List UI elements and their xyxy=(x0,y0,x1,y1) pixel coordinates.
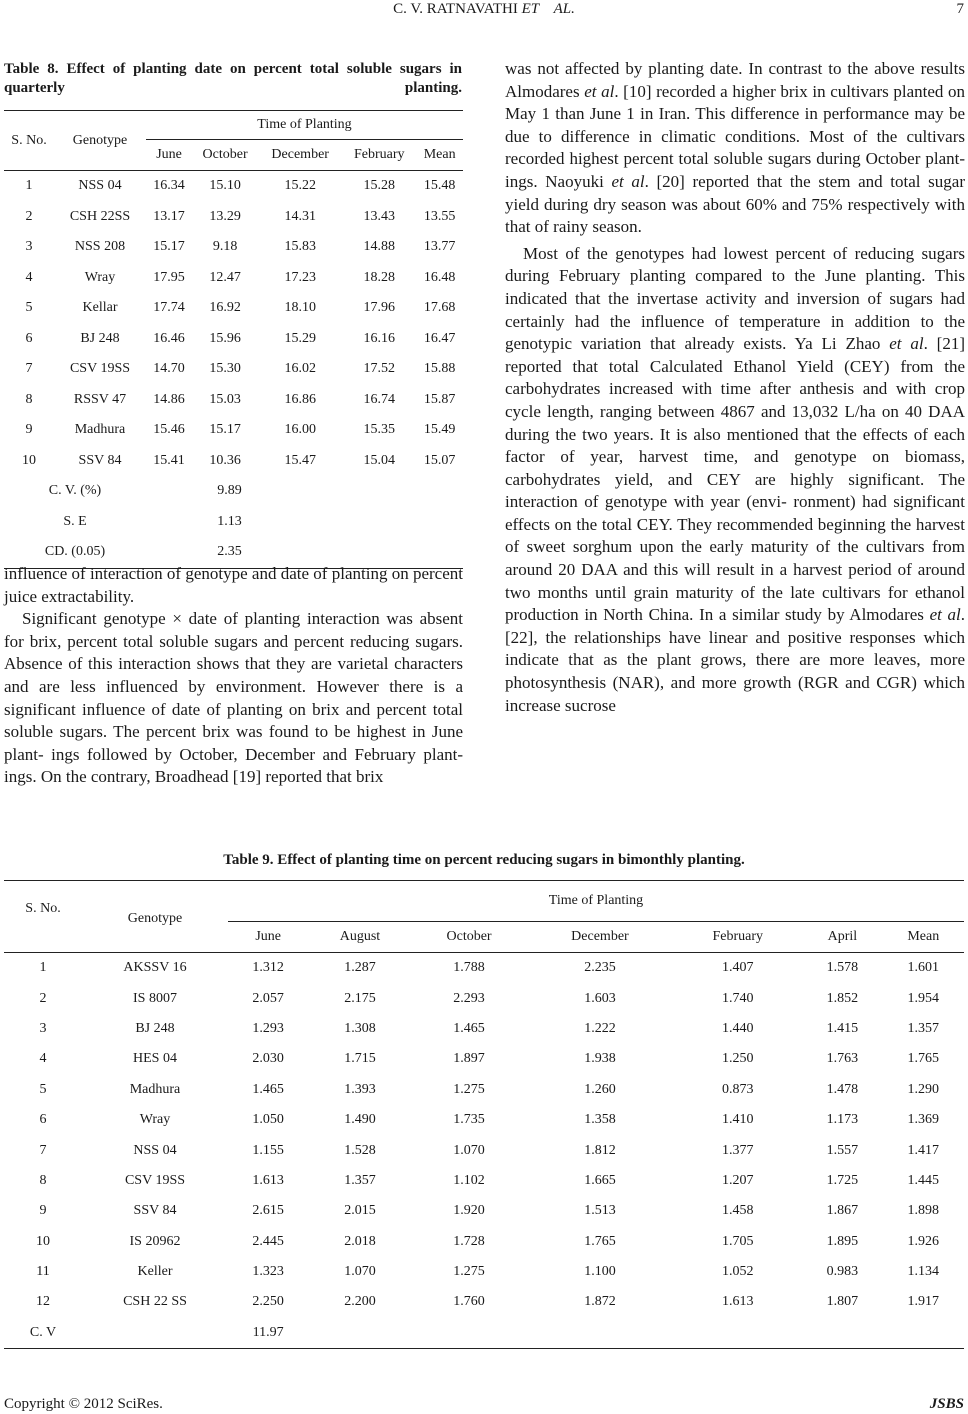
table-cell: 1 xyxy=(39,960,47,976)
table-cell: 1.155 xyxy=(252,1142,284,1158)
table-cell: Wray xyxy=(84,269,116,285)
table-cell: 1.100 xyxy=(584,1264,616,1280)
text-run: . [20] reported that the stem and total sugar yield during dry season was about 60% and 75% respectively with that of rainy season. xyxy=(505,171,965,237)
table-cell: 15.28 xyxy=(363,178,396,194)
table-cell: 1.445 xyxy=(907,1172,940,1188)
table-cell: 1.287 xyxy=(344,960,376,976)
stats-empty xyxy=(673,1318,802,1349)
table-cell: 15.04 xyxy=(363,452,396,468)
stats-empty xyxy=(883,1318,964,1349)
table-cell: 12 xyxy=(36,1294,50,1310)
table9-caption: Table 9. Effect of planting time on percent reducing sugars in bimonthly planting. xyxy=(223,852,745,868)
table-cell: 1.490 xyxy=(344,1112,376,1128)
table-cell: 16.86 xyxy=(284,391,316,407)
table-cell: 1.728 xyxy=(453,1233,485,1249)
table-cell: 17.23 xyxy=(284,269,316,285)
table-cell: 1.070 xyxy=(453,1142,485,1158)
table-row xyxy=(4,263,463,294)
table-cell: 0.873 xyxy=(722,1081,754,1097)
table-row xyxy=(4,953,964,984)
table-cell: 15.41 xyxy=(153,452,185,468)
table-cell: 1.222 xyxy=(584,1020,616,1036)
table-cell: 15.07 xyxy=(423,452,456,468)
table8-month-header: June xyxy=(156,147,182,162)
table-row xyxy=(4,293,463,324)
table-cell: 4 xyxy=(25,269,33,285)
table-cell: 16.02 xyxy=(284,361,316,377)
stats-empty xyxy=(802,1318,882,1349)
stats-empty xyxy=(308,1318,411,1349)
table-cell: 15.96 xyxy=(209,330,241,346)
right-paragraph-1 xyxy=(505,58,965,239)
page-number: 7 xyxy=(956,1,964,17)
table-cell: CSV 19SS xyxy=(69,361,131,377)
table-row xyxy=(4,1287,964,1317)
stats-empty xyxy=(82,1318,228,1349)
table-cell: 1.895 xyxy=(826,1233,859,1249)
table-cell: 1.293 xyxy=(252,1020,284,1036)
table-cell: 10 xyxy=(22,452,36,468)
table-cell: 16.92 xyxy=(209,300,241,316)
table-cell: 1.897 xyxy=(453,1051,485,1067)
table-cell: 0.983 xyxy=(826,1264,859,1280)
table-cell: 1.954 xyxy=(907,990,940,1006)
left-column-text xyxy=(4,563,463,789)
table-row xyxy=(4,202,463,233)
table9-col-genotype: Genotype xyxy=(82,881,228,953)
table-cell: 1.323 xyxy=(252,1264,284,1280)
table-cell: BJ 248 xyxy=(80,330,120,346)
table-cell: 1.173 xyxy=(826,1112,859,1128)
table-cell: 15.17 xyxy=(153,239,185,255)
stats-empty xyxy=(527,1318,674,1349)
table-cell: 14.31 xyxy=(284,208,316,224)
table-cell: 1.763 xyxy=(826,1051,859,1067)
table-row xyxy=(4,1075,964,1105)
table-cell: 2.615 xyxy=(252,1203,284,1219)
table-cell: 1.440 xyxy=(722,1020,754,1036)
table-cell: 13.55 xyxy=(423,208,456,224)
table-cell: 1.867 xyxy=(826,1203,859,1219)
table-cell: 1.926 xyxy=(907,1233,940,1249)
table-cell: 1.665 xyxy=(584,1172,616,1188)
table-cell: 1.528 xyxy=(344,1142,376,1158)
table-cell: 16.46 xyxy=(153,330,185,346)
table-cell: 2.030 xyxy=(252,1051,284,1067)
table-cell: 16.48 xyxy=(423,269,456,285)
table-cell: 2.293 xyxy=(453,990,485,1006)
table-cell: 15.87 xyxy=(423,391,456,407)
table-cell: 2.175 xyxy=(344,990,376,1006)
table-cell: 8 xyxy=(39,1172,47,1188)
table-cell: 1.760 xyxy=(453,1294,485,1310)
table-cell: 12.47 xyxy=(209,269,241,285)
left-paragraph-2: Significant genotype × date of planting interaction was absent for brix, percent total soluble sugars and percent reducing sugars. Absence of this interaction shows that they are varietal characters and are less influenced by environment. However there is a significant influence of date of planting on brix and percent total soluble sugars. The percent brix was found to be highest in June plant- ings followed by October, December and February plant- ings. On the contrary, Broadhead [19] reported that brix xyxy=(4,609,463,787)
table-cell: RSSV 47 xyxy=(73,391,127,407)
text-run: . [10] recorded a higher brix in cultivars planted on May 1 than June 1 in Iran. This difference in performance may be due to difference in climatic conditions. Most of the cultivars recorded highest percent total soluble sugars during October plant- ings. Naoyuki xyxy=(505,81,965,191)
table-cell: Keller xyxy=(137,1264,173,1280)
table9-month-header: February xyxy=(712,929,764,944)
table-row xyxy=(4,983,964,1013)
table-cell: NSS 04 xyxy=(133,1142,177,1158)
table-cell: 1.417 xyxy=(907,1142,940,1158)
table-cell: 15.10 xyxy=(209,178,241,194)
table-cell: 1.377 xyxy=(722,1142,754,1158)
table-cell: 1.312 xyxy=(252,960,284,976)
table-row xyxy=(4,1257,964,1287)
table-cell: 1.705 xyxy=(722,1233,754,1249)
table-cell: 15.49 xyxy=(423,422,456,438)
table-cell: 1.415 xyxy=(826,1020,859,1036)
table-row xyxy=(4,1166,964,1196)
table-cell: SSV 84 xyxy=(78,452,122,468)
table-row xyxy=(4,1014,964,1044)
table-row xyxy=(4,324,463,355)
table-cell: 1.765 xyxy=(907,1051,940,1067)
table-row xyxy=(4,446,463,477)
table-cell: 1.052 xyxy=(722,1264,754,1280)
table-cell: 2.015 xyxy=(344,1203,376,1219)
table-cell: 1.070 xyxy=(344,1264,376,1280)
table-cell: 2.018 xyxy=(344,1233,376,1249)
table-cell: 1.557 xyxy=(826,1142,859,1158)
stats-value: 11.97 xyxy=(252,1324,284,1340)
table8-col-genotype: Genotype xyxy=(54,111,146,171)
table-cell: 17.52 xyxy=(363,361,396,377)
table-cell: IS 8007 xyxy=(133,990,177,1006)
table9-month-header: December xyxy=(571,929,629,944)
table9-col-sno: S. No. xyxy=(4,881,82,953)
table-cell: 16.34 xyxy=(153,178,185,194)
table-cell: 1.807 xyxy=(826,1294,859,1310)
table-cell: 15.83 xyxy=(284,239,316,255)
text-run: . [21] reported that total Calculated Ethanol Yield (CEY) from the carbohydrates increased with time after anthesis and with crop cycle length, ranging between 4867 and 13,032 L/ha on 40 DAA during the two years. It is also mentioned that the effects of each factor of year, harvest time, and genotype on biomass, carbohydrates yield, and CEY are highly significant. The interaction of genotype with year (envi- ronment) had significant effects on the total CEY. They recommended beginning the harvest of sweet sorghum upon the early maturity of the cultivars from around 20 DAA and this will result in a harvest period of around two months until grain maturity of the late cultivars for ethanol production in North China. In a similar study by Almodares xyxy=(505,334,965,625)
stats-row xyxy=(4,476,463,507)
table-cell: 7 xyxy=(39,1142,47,1158)
table-cell: 16.00 xyxy=(284,422,316,438)
table-cell: Madhura xyxy=(74,422,126,438)
table-cell: 13.29 xyxy=(209,208,241,224)
table-cell: 2.250 xyxy=(252,1294,284,1310)
table-cell: 1.725 xyxy=(826,1172,859,1188)
table-cell: 1.465 xyxy=(453,1020,485,1036)
table9-month-header: October xyxy=(446,929,492,944)
table9 xyxy=(4,880,964,1349)
table-cell: 7 xyxy=(25,361,33,377)
table-cell: 17.96 xyxy=(363,300,396,316)
table-cell: 17.74 xyxy=(153,300,185,316)
page-footer xyxy=(4,1396,964,1413)
table-cell: 1.275 xyxy=(453,1264,485,1280)
table-cell: 9 xyxy=(39,1203,47,1219)
table-cell: 15.30 xyxy=(209,361,241,377)
table-cell: 1.613 xyxy=(722,1294,754,1310)
table-cell: 1.715 xyxy=(344,1051,376,1067)
table-cell: 1.407 xyxy=(722,960,754,976)
table-cell: 14.88 xyxy=(363,239,396,255)
table-cell: CSH 22 SS xyxy=(123,1294,187,1310)
table-cell: 9 xyxy=(25,422,33,438)
table-cell: 15.47 xyxy=(284,452,316,468)
table-cell: 16.47 xyxy=(423,330,456,346)
table-cell: 1.603 xyxy=(584,990,616,1006)
table-cell: 15.35 xyxy=(363,422,396,438)
table-cell: 5 xyxy=(25,300,33,316)
table-cell: 15.29 xyxy=(284,330,316,346)
stats-value: 1.13 xyxy=(217,513,242,529)
table-cell: HES 04 xyxy=(133,1051,177,1067)
table-cell: 1.938 xyxy=(584,1051,616,1067)
table-cell: 2.235 xyxy=(584,960,616,976)
table-row xyxy=(4,1135,964,1165)
table-cell: 1.050 xyxy=(252,1112,284,1128)
table8-month-header: October xyxy=(202,147,248,162)
stats-label: S. E xyxy=(63,513,87,529)
stats-value: 9.89 xyxy=(217,483,242,499)
table-cell: 17.68 xyxy=(423,300,456,316)
table9-month-header: Mean xyxy=(907,929,940,944)
running-header xyxy=(0,0,968,24)
left-paragraph-1: influence of interaction of genotype and date of planting on percent juice extractability. xyxy=(4,564,463,606)
stats-row xyxy=(4,1318,964,1349)
table-cell: 15.48 xyxy=(423,178,456,194)
table8-month-header: February xyxy=(354,147,405,162)
table-cell: 1.134 xyxy=(907,1264,940,1280)
right-paragraph-2 xyxy=(505,243,965,717)
table8-month-header: December xyxy=(271,147,329,162)
table-cell: 15.46 xyxy=(153,422,185,438)
running-title xyxy=(0,1,968,18)
table-row xyxy=(4,354,463,385)
et-al-italic: et al xyxy=(584,81,615,101)
table-cell: 4 xyxy=(39,1051,47,1067)
table-cell: 15.17 xyxy=(209,422,241,438)
table-cell: 1.740 xyxy=(722,990,754,1006)
stats-label: C. V xyxy=(29,1324,57,1340)
table-cell: 1.601 xyxy=(907,960,940,976)
table-cell: 2.445 xyxy=(252,1233,284,1249)
table-cell: 13.43 xyxy=(363,208,396,224)
table-cell: NSS 208 xyxy=(74,239,126,255)
table-cell: 15.22 xyxy=(284,178,316,194)
table-row xyxy=(4,171,463,202)
table-cell: 1.613 xyxy=(252,1172,284,1188)
table-cell: 15.03 xyxy=(209,391,241,407)
table-cell: NSS 04 xyxy=(78,178,122,194)
table9-month-header: June xyxy=(255,929,281,944)
table-cell: 5 xyxy=(39,1081,47,1097)
table-row xyxy=(4,232,463,263)
et-al-italic: et al xyxy=(889,334,924,354)
journal-abbrev: JSBS xyxy=(929,1396,964,1412)
table-cell: 1.357 xyxy=(907,1020,940,1036)
table8-group-header: Time of Planting xyxy=(146,111,463,140)
table-cell: CSH 22SS xyxy=(69,208,131,224)
table-cell: SSV 84 xyxy=(133,1203,177,1219)
table-cell: 1.102 xyxy=(453,1172,485,1188)
table-cell: 1.917 xyxy=(907,1294,940,1310)
table-cell: AKSSV 16 xyxy=(123,960,187,976)
table9-group-header: Time of Planting xyxy=(228,881,964,922)
table-row xyxy=(4,1227,964,1257)
table8 xyxy=(4,110,463,569)
table-row xyxy=(4,1044,964,1074)
table-cell: 15.88 xyxy=(423,361,456,377)
text-run: Most of the genotypes had lowest percent of reducing sugars during February planting compared to the June planting. This indicated that the invertase activity and inversion of sugars had certainly had the influence of temperature in addition to the genotypic variation that already exists. Ya Li Zhao xyxy=(505,243,965,354)
stats-label: C. V. (%) xyxy=(48,483,102,499)
table-cell: 14.70 xyxy=(153,361,185,377)
table-cell: 16.74 xyxy=(363,391,396,407)
table-cell: 1.308 xyxy=(344,1020,376,1036)
table-cell: 1.250 xyxy=(722,1051,754,1067)
text-run: . [22], the relationships have linear and positive responses which indicate that as the plant grows, there are more leaves, more photosynthesis (NAR), and more growth (RGR and CGR) which increase sucrose xyxy=(505,605,965,715)
table-cell: 18.10 xyxy=(284,300,316,316)
stats-empty xyxy=(412,1318,527,1349)
table-row xyxy=(4,385,463,416)
table-cell: 2 xyxy=(25,208,33,224)
table-cell: 1.290 xyxy=(907,1081,940,1097)
table-cell: 1.513 xyxy=(584,1203,616,1219)
table-cell: 6 xyxy=(39,1112,47,1128)
table-cell: Kellar xyxy=(82,300,118,316)
table-cell: 1.578 xyxy=(826,960,859,976)
table-cell: 2 xyxy=(39,990,47,1006)
table-cell: Madhura xyxy=(129,1081,181,1097)
table-cell: 14.86 xyxy=(153,391,185,407)
table-row xyxy=(4,1105,964,1135)
table-cell: 1.358 xyxy=(584,1112,616,1128)
table-cell: 1.260 xyxy=(584,1081,616,1097)
table-cell: 9.18 xyxy=(212,239,238,255)
table-cell: 1.765 xyxy=(584,1233,616,1249)
table-cell: 13.17 xyxy=(153,208,185,224)
table-cell: 1.275 xyxy=(453,1081,485,1097)
et-al-italic: et al xyxy=(929,605,961,625)
table-cell: 1.410 xyxy=(722,1112,754,1128)
table-cell: 1.478 xyxy=(826,1081,859,1097)
table-cell: 8 xyxy=(25,391,33,407)
table-cell: IS 20962 xyxy=(129,1233,181,1249)
table-row xyxy=(4,1196,964,1226)
table-cell: 11 xyxy=(36,1264,50,1280)
table-cell: 1.812 xyxy=(584,1142,616,1158)
table-cell: 1.898 xyxy=(907,1203,940,1219)
et-al: ET AL. xyxy=(521,1,575,17)
table8-col-sno: S. No. xyxy=(4,111,54,171)
stats-row xyxy=(4,507,463,538)
table-cell: 1.458 xyxy=(722,1203,754,1219)
text-run: was not affected by planting date. In contrast to the above results Almodares xyxy=(505,59,965,101)
table-row xyxy=(4,415,463,446)
table-cell: 1.735 xyxy=(453,1112,485,1128)
table-cell: 3 xyxy=(39,1020,47,1036)
table-cell: CSV 19SS xyxy=(124,1172,186,1188)
et-al-italic: et al xyxy=(611,171,645,191)
copyright-text: Copyright © 2012 SciRes. xyxy=(4,1396,163,1412)
table8-month-header: Mean xyxy=(423,147,456,162)
table9-month-header: August xyxy=(339,929,381,944)
table8-caption: Table 8. Effect of planting date on percent total soluble sugars in quarterly planting. xyxy=(4,61,462,96)
table-cell: BJ 248 xyxy=(135,1020,175,1036)
table9-month-header: April xyxy=(827,929,858,944)
table-cell: Wray xyxy=(139,1112,171,1128)
table-cell: 10 xyxy=(36,1233,50,1249)
table-cell: 10.36 xyxy=(209,452,241,468)
table-cell: 1.788 xyxy=(453,960,485,976)
table-cell: 2.057 xyxy=(252,990,284,1006)
stats-label: CD. (0.05) xyxy=(44,544,106,560)
author-name: C. V. RATNAVATHI xyxy=(393,1,518,17)
table-cell: 1.207 xyxy=(722,1172,754,1188)
table-cell: 1.357 xyxy=(344,1172,376,1188)
table-cell: 2.200 xyxy=(344,1294,376,1310)
table-cell: 13.77 xyxy=(423,239,456,255)
table-cell: 1.393 xyxy=(344,1081,376,1097)
table-cell: 16.16 xyxy=(363,330,396,346)
table-cell: 1.465 xyxy=(252,1081,284,1097)
table-cell: 1 xyxy=(25,178,33,194)
table-cell: 1.920 xyxy=(453,1203,485,1219)
table-cell: 1.369 xyxy=(907,1112,940,1128)
table-cell: 3 xyxy=(25,239,33,255)
stats-value: 2.35 xyxy=(217,544,242,560)
right-column-text xyxy=(505,58,965,717)
table-cell: 17.95 xyxy=(153,269,185,285)
table-cell: 1.872 xyxy=(584,1294,616,1310)
table-cell: 6 xyxy=(25,330,33,346)
table-cell: 1.852 xyxy=(826,990,859,1006)
table-cell: 18.28 xyxy=(363,269,396,285)
